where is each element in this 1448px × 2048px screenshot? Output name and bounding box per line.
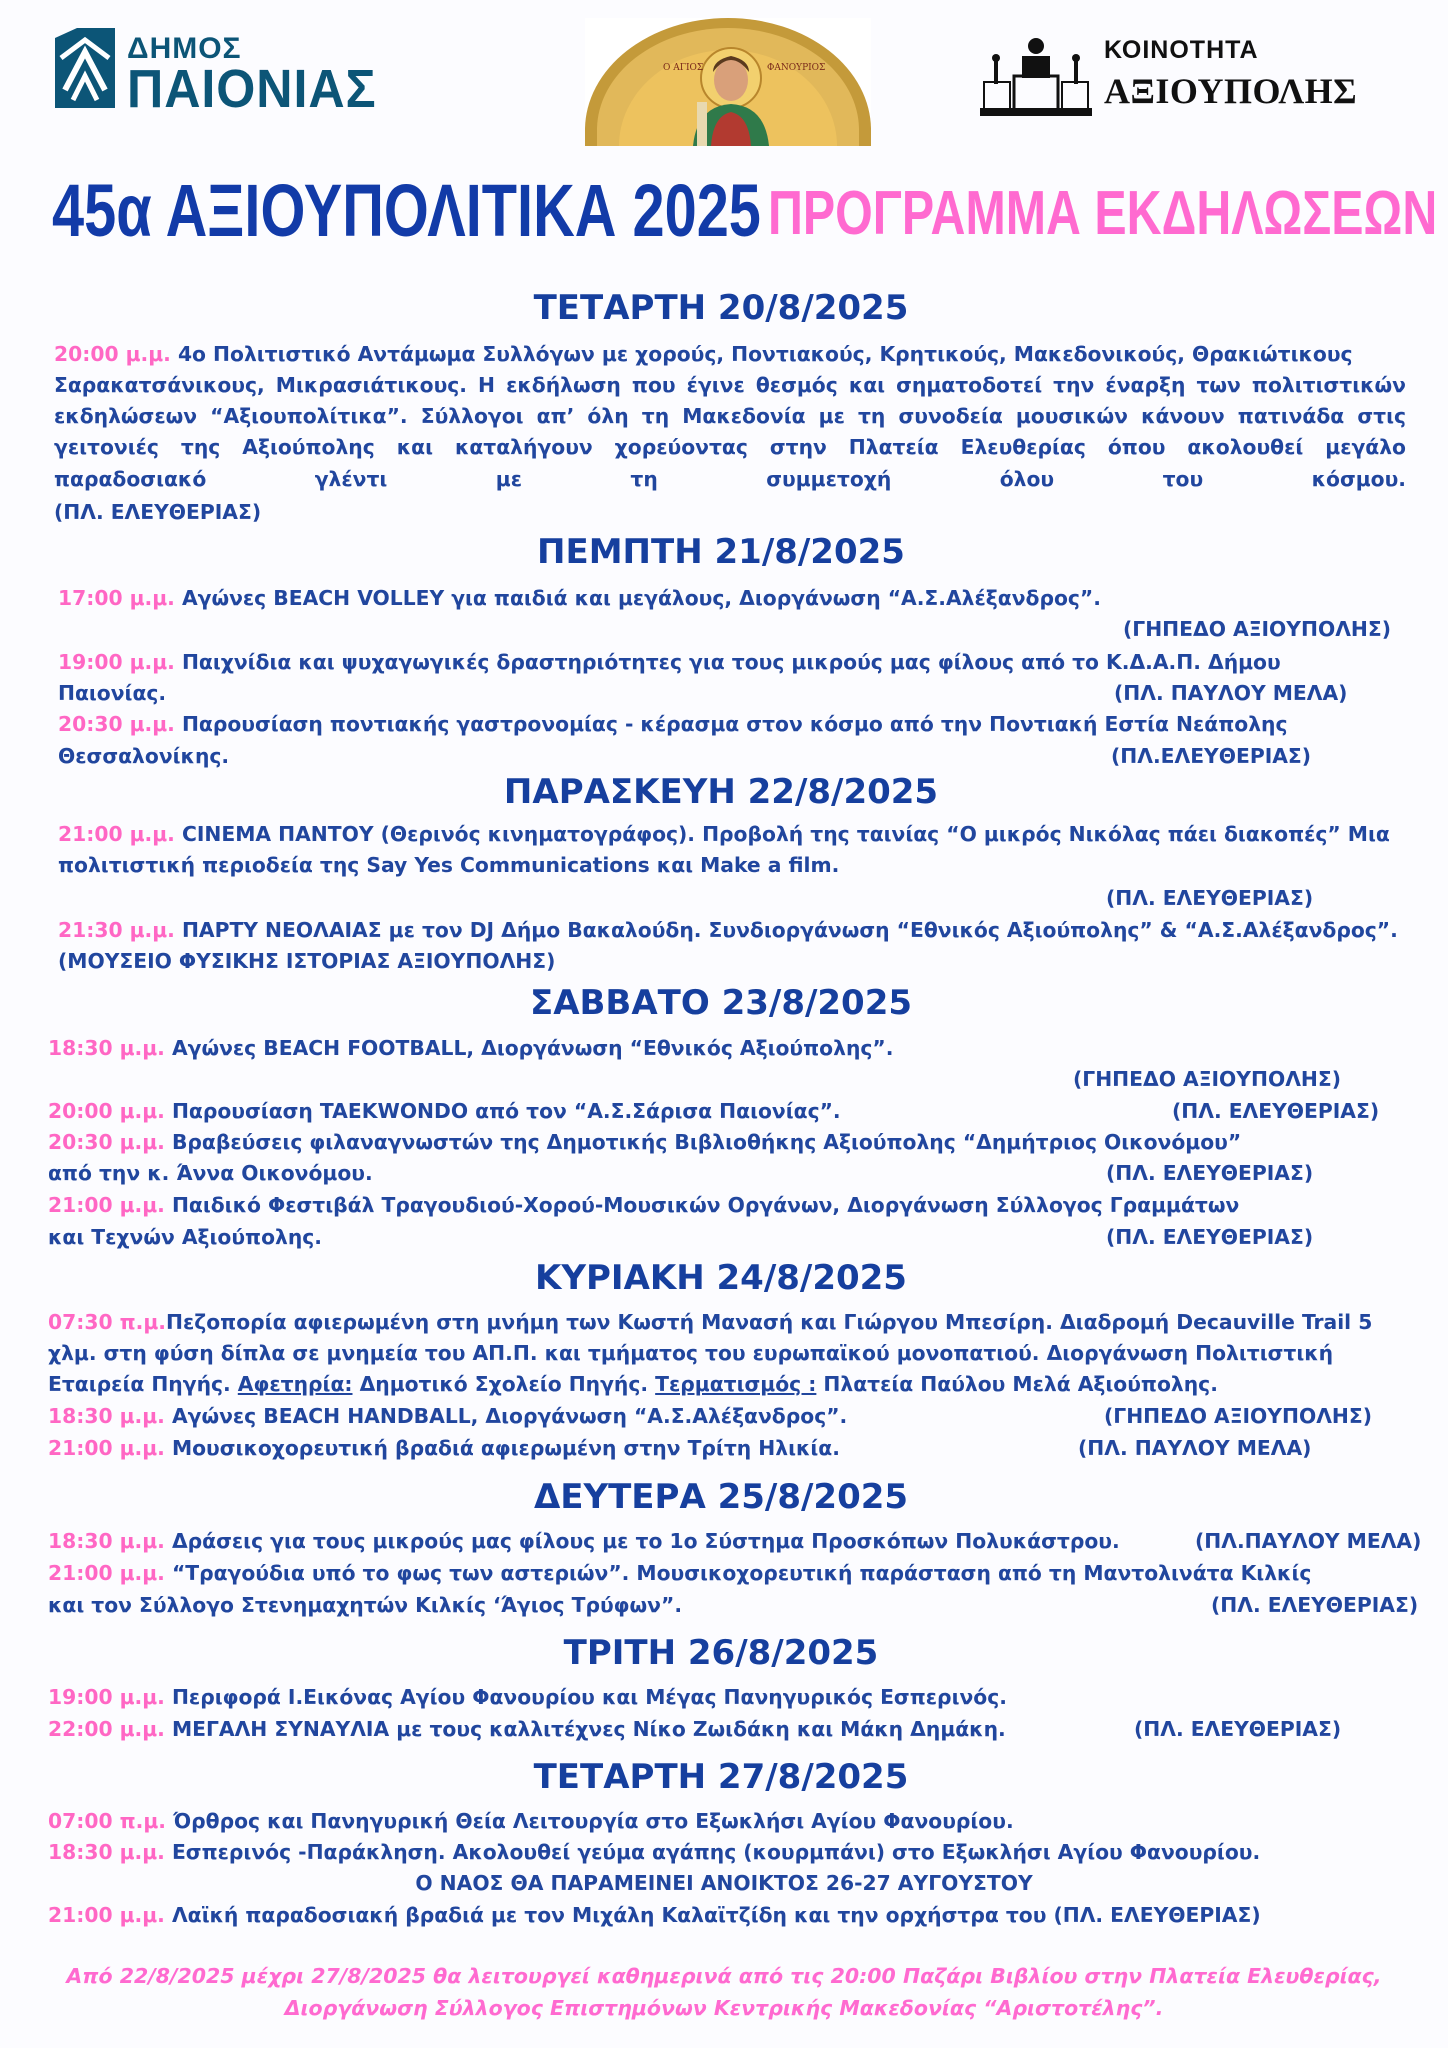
event-row: [48, 1806, 1014, 1836]
event-time: 21:00 μ.μ.: [48, 1436, 165, 1460]
event-text: Μουσικοχορευτική βραδιά αφιερωμένη στην Τρίτη Ηλικία.: [171, 1436, 840, 1460]
event-row: [58, 647, 1281, 677]
event-text: Πεζοπορία αφιερωμένη στη μνήμη των Κωστή Μανασή και Γιώργου Μπεσίρη. Διαδρομή Decauville Trail 5: [166, 1310, 1373, 1334]
footer-line1: Από 22/8/2025 μέχρι 27/8/2025 θα λειτουργεί καθημερινά από τις 20:00 Παζάρι Βιβλίου στην Πλατεία Ελευθερίας,: [66, 1964, 1382, 1988]
event-text: και Τεχνών Αξιούπολης.: [48, 1225, 323, 1249]
event-place: (ΓΗΠΕΔΟ ΑΞΙΟΥΠΟΛΗΣ): [1123, 617, 1391, 641]
header: [0, 0, 1448, 252]
book-fair-notice: [30, 1960, 1418, 2024]
event-text: Παιχνίδια και ψυχαγωγικές δραστηριότητες για τους μικρούς μας φίλους από το Κ.Δ.Α.Π. Δήμου: [181, 650, 1281, 674]
event-place: (ΠΛ. ΕΛΕΥΘΕΡΙΑΣ): [1211, 1593, 1419, 1617]
temple-notice: Ο ΝΑΟΣ ΘΑ ΠΑΡΑΜΕΙΝΕΙ ΑΝΟΙΚΤΟΣ 26-27 ΑΥΓΟΥΣΤΟΥ: [415, 1871, 1033, 1895]
event-text: Περιφορά Ι.Εικόνας Αγίου Φανουρίου και Μέγας Πανηγυρικός Εσπερινός.: [171, 1685, 1007, 1709]
event-row: [48, 1127, 1241, 1157]
event-text: Πλατεία Παύλου Μελά Αξιούπολης.: [823, 1372, 1218, 1396]
event-row: [48, 1714, 1006, 1744]
event-time: 20:00 μ.μ.: [54, 342, 171, 366]
event-time: 19:00 μ.μ.: [58, 650, 175, 674]
event-time: 21:00 μ.μ.: [58, 822, 175, 846]
event-place: (ΠΛ. ΠΑΥΛΟΥ ΜΕΛΑ): [1114, 681, 1348, 705]
event-text: CINEMA ΠΑΝΤΟΥ (Θερινός κινηματογράφος). Προβολή της ταινίας “Ο μικρός Νικόλας πάει διακοπές” Μια: [181, 822, 1390, 846]
community-line2: ΑΞΙΟΥΠΟΛΗΣ: [1104, 71, 1358, 111]
day-title-mon-25: ΔΕΥΤΕΡΑ 25/8/2025: [533, 1477, 909, 1517]
day-title-tue-26: ΤΡΙΤΗ 26/8/2025: [563, 1633, 879, 1673]
event-place: (ΠΛ. ΕΛΕΥΘΕΡΙΑΣ): [1106, 886, 1314, 910]
event-time: 18:30 μ.μ.: [48, 1036, 165, 1060]
event-row: [48, 1190, 1239, 1220]
program-subtitle: ΠΡΟΓΡΑΜΜΑ ΕΚΔΗΛΩΣΕΩΝ: [768, 179, 1438, 248]
event-time: 21:00 μ.μ.: [48, 1193, 165, 1217]
event-time: 17:00 μ.μ.: [58, 586, 175, 610]
event-row: [58, 709, 1287, 739]
icon-caption-right: ΦΑΝΟΥΡΙΟΣ: [767, 63, 826, 73]
event-title: 45α ΑΞΙΟΥΠΟΛΙΤΙΚΑ 2025: [52, 169, 761, 252]
event-text: Σαρακατσάνικους, Μικρασιάτικους. Η εκδήλωση που έγινε θεσμός και σηματοδοτεί την έναρξη των πολιτιστικών: [54, 373, 1406, 397]
municipality-logo: [55, 28, 445, 119]
event-text: Παρουσίαση TAEKWONDO από τον “Α.Σ.Σάρισα Παιονίας”.: [171, 1099, 841, 1123]
event-text: Δημοτικό Σχολείο Πηγής.: [359, 1372, 649, 1396]
event-place: (ΠΛ. ΠΑΥΛΟΥ ΜΕΛΑ): [1078, 1436, 1312, 1460]
event-text: και τον Σύλλογο Στενημαχητών Κιλκίς ‘Άγιος Τρύφων”.: [48, 1593, 683, 1617]
event-place: (ΠΛ. ΕΛΕΥΘΕΡΙΑΣ): [1134, 1717, 1342, 1741]
day-title-wed-27: ΤΕΤΑΡΤΗ 27/8/2025: [533, 1757, 909, 1797]
event-place: (ΠΛ. ΕΛΕΥΘΕΡΙΑΣ): [54, 500, 262, 524]
municipality-line2: ΠΑΙΟΝΙΑΣ: [127, 59, 377, 119]
event-time: 07:00 π.μ.: [48, 1809, 166, 1833]
footer-line2: Διοργάνωση Σύλλογος Επιστημόνων Κεντρικής Μακεδονίας “Αριστοτέλης”.: [284, 1996, 1164, 2020]
event-text: Αγώνες BEACH VOLLEY για παιδιά και μεγάλους, Διοργάνωση “Α.Σ.Αλέξανδρος”.: [181, 586, 1101, 610]
event-text: ΠΑΡΤΥ ΝΕΟΛΑΙΑΣ με τον DJ Δήμο Βακαλούδη. Συνδιοργάνωση “Εθνικός Αξιούπολης” & “Α.Σ.Αλέξανδρος”.: [181, 918, 1398, 942]
event-place: (ΠΛ. ΕΛΕΥΘΕΡΙΑΣ): [1172, 1099, 1380, 1123]
event-row: [48, 1369, 1218, 1399]
event-time: 21:00 μ.μ.: [48, 1903, 165, 1927]
event-text: πολιτιστική περιοδεία της Say Yes Communications και Make a film.: [58, 853, 840, 877]
saint-icon-image: [585, 18, 871, 146]
event-place: (ΠΛ.ΕΛΕΥΘΕΡΙΑΣ): [1111, 744, 1312, 768]
event-time: 18:30 μ.μ.: [48, 1404, 165, 1428]
event-text: παραδοσιακό γλέντι με τη συμμετοχή όλου του κόσμου.: [54, 467, 1406, 491]
event-text: γειτονιές της Αξιούπολης και καταλήγουν χορεύοντας στην Πλατεία Ελευθερίας όπου ακολουθεί μεγάλο: [54, 435, 1406, 459]
event-row: [48, 1837, 1260, 1867]
event-time: 20:00 μ.μ.: [48, 1099, 165, 1123]
event-place: (ΠΛ. ΕΛΕΥΘΕΡΙΑΣ): [1106, 1225, 1314, 1249]
event-text: από την κ. Άννα Οικονόμου.: [48, 1161, 373, 1185]
event-text: Παιονίας.: [58, 681, 167, 705]
event-text: Λαϊκή παραδοσιακή βραδιά με τον Μιχάλη Καλαϊτζίδη και την ορχήστρα του (ΠΛ. ΕΛΕΥΘΕΡΙΑΣ): [171, 1903, 1261, 1927]
event-text: χλμ. στη φύση δίπλα σε μνημεία του ΑΠ.Π. και τμήματος του ευρωπαϊκού μονοπατιού. Διοργάνωση Πολιτιστική: [48, 1341, 1334, 1365]
event-text: Αγώνες BEACH HANDBALL, Διοργάνωση “Α.Σ.Αλέξανδρος”.: [171, 1404, 848, 1428]
day-title-thu-21: ΠΕΜΠΤΗ 21/8/2025: [537, 532, 905, 572]
event-row: [48, 1682, 1007, 1712]
event-time: 21:30 μ.μ.: [58, 918, 175, 942]
event-time: 18:30 μ.μ.: [48, 1529, 165, 1553]
municipality-line1: ΔΗΜΟΣ: [127, 32, 242, 65]
event-row: [48, 1033, 893, 1063]
icon-caption-left: Ο ΑΓΙΟΣ: [663, 63, 704, 73]
event-text: εκδηλώσεων “Αξιουπολίτικα”. Σύλλογοι απ’ όλη τη Μακεδονία με τη συνοδεία μουσικών κάνουν πατινάδα στις: [54, 404, 1406, 428]
event-place: (ΠΛ. ΕΛΕΥΘΕΡΙΑΣ): [1106, 1161, 1314, 1185]
day-title-sun-24: ΚΥΡΙΑΚΗ 24/8/2025: [535, 1258, 907, 1298]
event-time: 22:00 μ.μ.: [48, 1717, 165, 1741]
event-row: [58, 915, 1398, 945]
event-place: (ΠΛ.ΠΑΥΛΟΥ ΜΕΛΑ): [1195, 1529, 1422, 1553]
event-time: 20:30 μ.μ.: [48, 1130, 165, 1154]
event-row: [48, 1558, 1311, 1588]
community-logo: [980, 26, 1375, 122]
community-line1: ΚΟΙΝΟΤΗΤΑ: [1104, 36, 1259, 64]
event-time: 18:30 μ.μ.: [48, 1840, 165, 1864]
event-row: [48, 1307, 1372, 1337]
event-place: (ΓΗΠΕΔΟ ΑΞΙΟΥΠΟΛΗΣ): [1104, 1404, 1372, 1428]
event-text: “Τραγούδια υπό το φως των αστεριών”. Μουσικοχορευτική παράσταση από τη Μαντολινάτα Κιλκίς: [171, 1561, 1312, 1585]
event-text: Δράσεις για τους μικρούς μας φίλους με το 1ο Σύστημα Προσκόπων Πολυκάστρου.: [171, 1529, 1120, 1553]
event-time: 21:00 μ.μ.: [48, 1561, 165, 1585]
event-row: [48, 1900, 1261, 1930]
event-row: [58, 819, 1390, 849]
start-label: Αφετηρία:: [237, 1372, 353, 1396]
event-place: (ΓΗΠΕΔΟ ΑΞΙΟΥΠΟΛΗΣ): [1073, 1067, 1341, 1091]
event-row: [48, 1526, 1120, 1556]
event-text: Θεσσαλονίκης.: [58, 744, 230, 768]
event-row: [48, 1401, 847, 1431]
event-row: [58, 583, 1101, 613]
day-title-wed-20: ΤΕΤΑΡΤΗ 20/8/2025: [533, 288, 909, 328]
event-row: [48, 1433, 840, 1463]
event-text: Εσπερινός -Παράκληση. Ακολουθεί γεύμα αγάπης (κουρμπάνι) στο Εξωκλήσι Αγίου Φανουρίου.: [171, 1840, 1261, 1864]
event-text: Αγώνες BEACH FOOTBALL, Διοργάνωση “Εθνικός Αξιούπολης”.: [171, 1036, 894, 1060]
event-text: Παιδικό Φεστιβάλ Τραγουδιού-Χορού-Μουσικών Οργάνων, Διοργάνωση Σύλλογος Γραμμάτων: [171, 1193, 1240, 1217]
day-title-fri-22: ΠΑΡΑΣΚΕΥΗ 22/8/2025: [503, 772, 939, 812]
event-text: Παρουσίαση ποντιακής γαστρονομίας - κέρασμα στον κόσμο από την Ποντιακή Εστία Νεάπολης: [181, 712, 1288, 736]
event-text: Όρθρος και Πανηγυρική Θεία Λειτουργία στο Εξωκλήσι Αγίου Φανουρίου.: [173, 1809, 1014, 1833]
event-text: Βραβεύσεις φιλαναγνωστών της Δημοτικής Βιβλιοθήκης Αξιούπολης “Δημήτριος Οικονόμου”: [171, 1130, 1242, 1154]
event-row: [48, 1096, 841, 1126]
monument-icon: [980, 32, 1092, 120]
event-time: 19:00 μ.μ.: [48, 1685, 165, 1709]
day-title-sat-23: ΣΑΒΒΑΤΟ 23/8/2025: [529, 983, 913, 1023]
municipality-emblem-icon: [55, 28, 115, 108]
event-text: 4ο Πολιτιστικό Αντάμωμα Συλλόγων με χορούς, Ποντιακούς, Κρητικούς, Μακεδονικούς, Θρακιώτικους: [177, 342, 1353, 366]
event-row: [54, 339, 1406, 369]
event-time: 20:30 μ.μ.: [58, 712, 175, 736]
event-place: (ΜΟΥΣΕΙΟ ΦΥΣΙΚΗΣ ΙΣΤΟΡΙΑΣ ΑΞΙΟΥΠΟΛΗΣ): [58, 949, 556, 973]
event-text: ΜΕΓΑΛΗ ΣΥΝΑΥΛΙΑ με τους καλλιτέχνες Νίκο Ζωιδάκη και Μάκη Δημάκη.: [171, 1717, 1006, 1741]
finish-label: Τερματισμός :: [655, 1372, 817, 1396]
event-time: 07:30 π.μ.: [48, 1310, 166, 1334]
event-text: Εταιρεία Πηγής.: [48, 1372, 231, 1396]
